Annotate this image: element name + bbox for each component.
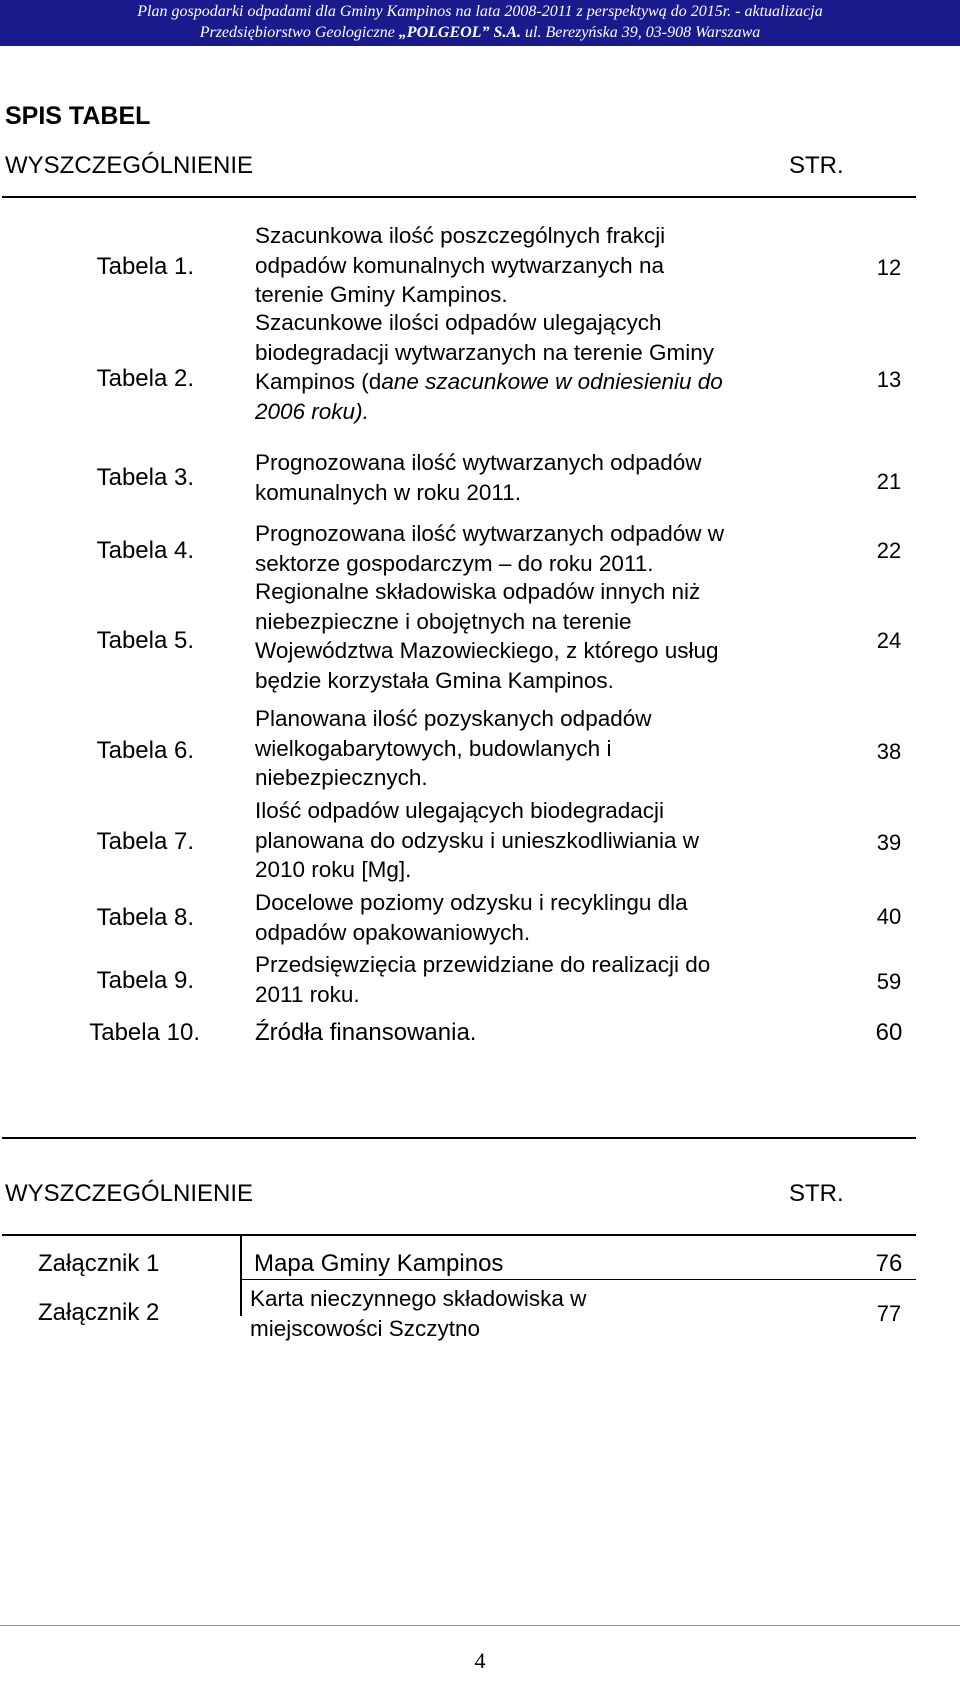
description-line: Mapa Gminy Kampinos (254, 1250, 504, 1277)
table-row-label: Tabela 4. (96, 537, 194, 564)
description-line: Źródła finansowania. (255, 1019, 477, 1046)
table-row-page: 13 (876, 367, 902, 392)
table-row-label: Tabela 2. (96, 365, 194, 392)
table-row-description (255, 1018, 476, 1048)
table-row-label: Tabela 5. (96, 627, 194, 654)
description-line: niebezpieczne i obojętnych na terenie (255, 608, 632, 634)
annexes-top-rule (2, 1137, 916, 1139)
description-line: niebezpiecznych. (255, 765, 428, 790)
description-line: Szacunkowa ilość poszczególnych frakcji (255, 223, 666, 248)
table-row-description (255, 308, 723, 426)
table-row-page: 59 (876, 969, 902, 994)
annex-row-label: Załącznik 2 (38, 1299, 160, 1326)
table-row-label: Tabela 1. (96, 253, 194, 280)
table-row-page: 12 (876, 255, 902, 280)
table-row-page: 38 (876, 739, 902, 764)
annex-row-description (250, 1284, 586, 1343)
footer-rule (0, 1625, 960, 1626)
table-row-label: Tabela 7. (96, 828, 194, 855)
description-line: Prognozowana ilość wytwarzanych odpadów (255, 450, 702, 475)
table-row-description (255, 888, 688, 947)
description-line: Szacunkowe ilości odpadów ulegających (255, 310, 662, 335)
table-row-description (255, 796, 699, 885)
header-company: „POLGEOL” S.A. (398, 24, 522, 41)
table-row-description (255, 519, 724, 578)
table-row-description (255, 704, 652, 793)
table-row-label: Tabela 9. (96, 967, 194, 994)
description-line: Regionalne składowiska odpadów innych niż (255, 579, 701, 604)
table-row-description (255, 221, 665, 310)
table-row-label: Tabela 8. (96, 904, 194, 931)
header-line-1: Plan gospodarki odpadami dla Gminy Kampinos na lata 2008-2011 z perspektywą do 2015r. - aktualizacja (137, 3, 823, 20)
description-line: odpadów komunalnych wytwarzanych na (255, 252, 664, 278)
header-line-2-suffix: ul. Berezyńska 39, 03-908 Warszawa (521, 24, 761, 41)
table-row-description (255, 950, 710, 1009)
description-italic: ane szacunkowe w odniesieniu do (381, 369, 723, 394)
description-line: Prognozowana ilość wytwarzanych odpadów w (255, 521, 724, 546)
header-line-2 (0, 22, 960, 43)
description-line: 2010 roku [Mg]. (255, 857, 412, 882)
header-line-2-prefix: Przedsiębiorstwo Geologiczne (199, 24, 399, 41)
table-row-page: 60 (875, 1019, 903, 1046)
tables-page-header: STR. (789, 152, 844, 179)
tables-header-rule (2, 196, 916, 198)
annex-row-page: 77 (876, 1301, 902, 1326)
description-line: Województwa Mazowieckiego, z którego usług (255, 638, 719, 663)
page-number: 4 (474, 1648, 486, 1673)
table-row-description (255, 448, 702, 507)
description-line: terenie Gminy Kampinos. (255, 282, 508, 307)
table-row-label: Tabela 3. (96, 464, 194, 491)
annexes-page-header: STR. (789, 1180, 844, 1207)
table-row-page: 40 (876, 904, 902, 929)
table-row-label: Tabela 10. (89, 1019, 200, 1046)
table-row-page: 21 (876, 469, 902, 494)
description-text: Kampinos (d (255, 369, 382, 394)
table-row-description (255, 577, 719, 695)
page-title: SPIS TABEL (5, 102, 151, 130)
description-line: wielkogabarytowych, budowlanych i (255, 735, 612, 761)
annex-row-description (254, 1249, 503, 1279)
annexes-column-divider (240, 1236, 242, 1316)
tables-col-header: WYSZCZEGÓLNIENIE (5, 152, 254, 179)
table-row-page: 39 (876, 830, 902, 855)
annexes-header-rule (2, 1234, 916, 1236)
description-line: Docelowe poziomy odzysku i recyklingu dla (255, 890, 688, 915)
annexes-col-header: WYSZCZEGÓLNIENIE (5, 1180, 254, 1207)
description-italic: 2006 roku). (255, 398, 369, 424)
description-line: Planowana ilość pozyskanych odpadów (255, 706, 652, 731)
annex-row-label: Załącznik 1 (38, 1250, 160, 1277)
annex-row-page: 76 (875, 1250, 903, 1277)
table-row-page: 22 (876, 538, 902, 563)
description-line: biodegradacji wytwarzanych na terenie Gminy (255, 339, 714, 365)
description-line: odpadów opakowaniowych. (255, 919, 531, 945)
table-row-page: 24 (876, 628, 902, 653)
description-line: Przedsięwzięcia przewidziane do realizacji do (255, 952, 711, 977)
table-row-label: Tabela 6. (96, 737, 194, 764)
description-line (255, 367, 723, 397)
description-line: sektorze gospodarczym – do roku 2011. (255, 550, 654, 576)
description-line: miejscowości Szczytno (250, 1315, 481, 1341)
running-header (0, 0, 960, 46)
description-line: 2011 roku. (255, 981, 360, 1007)
description-line: Ilość odpadów ulegających biodegradacji (255, 798, 665, 823)
description-line: będzie korzystała Gmina Kampinos. (255, 667, 614, 693)
description-line (255, 397, 723, 427)
description-line: Karta nieczynnego składowiska w (250, 1286, 587, 1311)
description-line: komunalnych w roku 2011. (255, 479, 521, 505)
description-line: planowana do odzysku i unieszkodliwiania w (255, 827, 700, 853)
annexes-row-rule (242, 1279, 916, 1280)
